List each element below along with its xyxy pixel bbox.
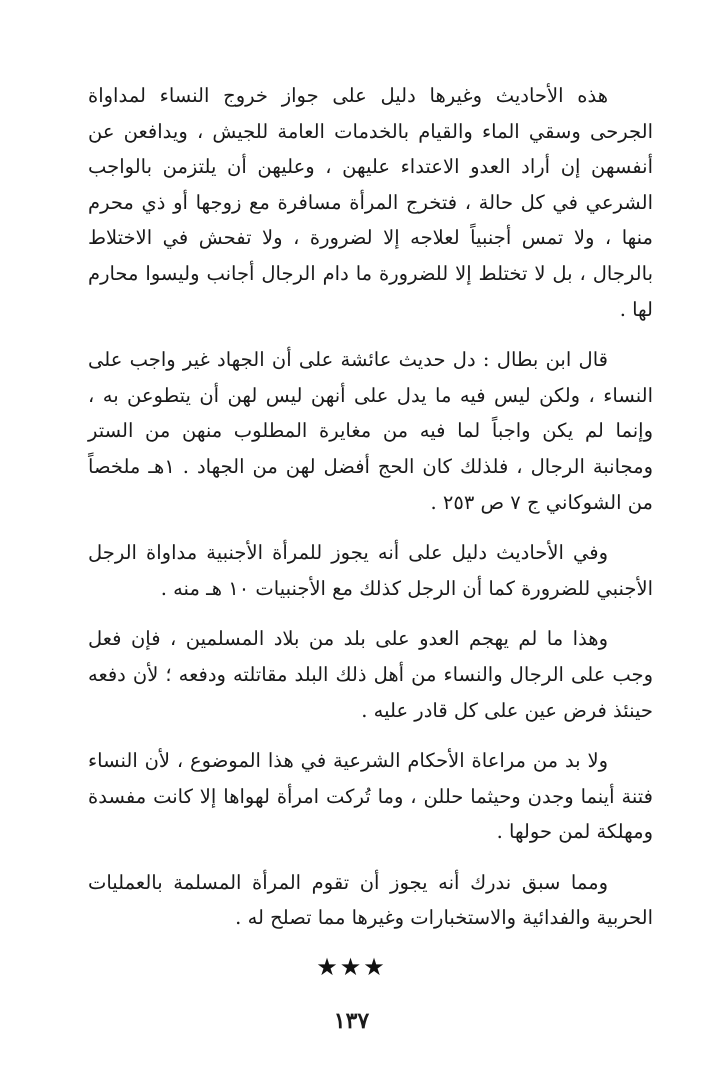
paragraph-6: ومما سبق ندرك أنه يجوز أن تقوم المرأة المسلمة بالعمليات الحربية والفدائية والاستخبارات وغيرها مما تصلح له . (88, 870, 653, 930)
paragraph-2: قال ابن بطال : دل حديث عائشة على أن الجهاد غير واجب على النساء ، ولكن ليس فيه ما يدل على أنهن ليس لهن أن يتطوعن به ، وإنما لم يكن واجباً لما فيه من مغايرة المطلوب منهن من الستر ومجانبة الرجال ، فلذلك كان الحج أفضل لهن من الجهاد . ١هـ ملخصاً من الشوكاني ج ٧ ص ٢٥٣ . (88, 348, 653, 514)
paragraph-5: ولا بد من مراعاة الأحكام الشرعية في هذا الموضوع ، لأن النساء فتنة أينما وجدن وحيثما حللن ، وما تُركت امرأة لهواها إلا كانت مفسدة ومهلكة لمن حولها . (88, 749, 653, 844)
paragraph-1: هذه الأحاديث وغيرها دليل على جواز خروج النساء لمداواة الجرحى وسقي الماء والقيام بالخدمات العامة للجيش ، ويدافعن عن أنفسهن إن أراد العدو الاعتداء عليهن ، وعليهن أن يلتزمن بالواجب الشرعي في كل حالة ، فتخرج المرأة مسافرة مع زوجها أو ذي محرم منها ، ولا تمس أجنبياً لعلاجه إلا لضرورة ، ولا تفحش في الاختلاط بالرجال ، بل لا تختلط إلا للضرورة ما دام الرجال أجانب وليسوا محارم لها . (88, 84, 653, 321)
paragraph-4: وهذا ما لم يهجم العدو على بلد من بلاد المسلمين ، فإن فعل وجب على الرجال والنساء من أهل ذلك البلد مقاتلته ودفعه ؛ لأن دفعه حينئذ فرض عين على كل قادر عليه . (88, 627, 653, 722)
paragraph-3: وفي الأحاديث دليل على أنه يجوز للمرأة الأجنبية مداواة الرجل الأجنبي للضرورة كما أن الرجل كذلك مع الأجنبيات ١٠ هـ منه . (88, 541, 653, 600)
body-text (88, 78, 653, 951)
page-number: ١٣٧ (333, 1008, 370, 1034)
section-separator: ★★★ (316, 953, 387, 981)
